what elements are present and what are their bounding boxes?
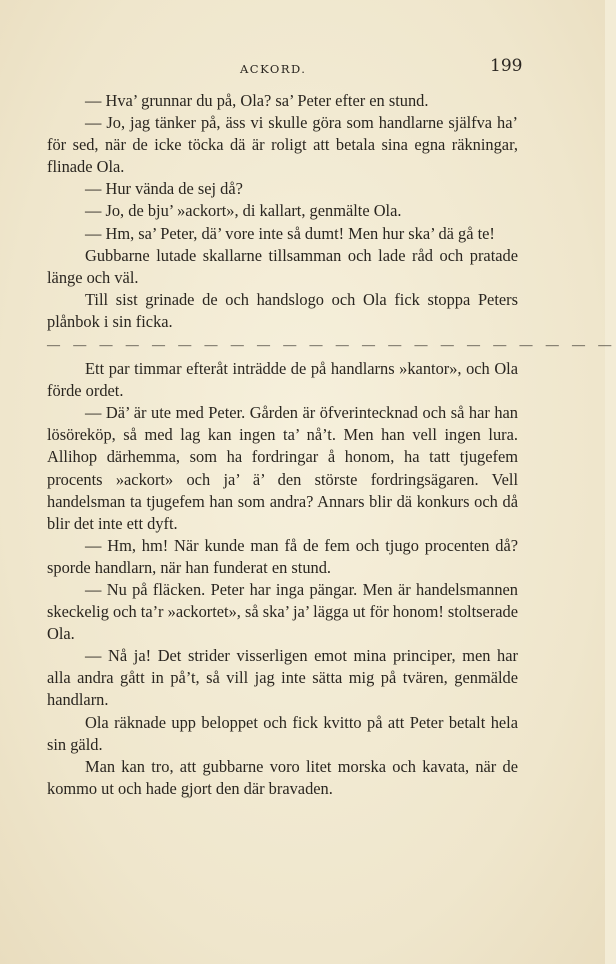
paragraph: — Hm, sa’ Peter, dä’ vore inte så dumt! Men hur ska’ dä gå te! (85, 223, 495, 243)
page-number: 199 (490, 56, 523, 76)
section-separator: — — — — — — — — — — — — — — — — — — — — — — (47, 337, 616, 353)
paragraph: Ett par timmar efteråt inträdde de på handlarns »kantor», och Ola förde ordet. (47, 359, 518, 401)
paragraph: — Nu på fläcken. Peter har inga pängar. Men är handelsmannen skeckelig och ta’r »ackortet», så ska’ ja’ lägga ut för honom! stoltserade Ola. (47, 579, 518, 644)
paragraph: — Hm, hm! När kunde man få de fem och tjugo procenten då? sporde handlarn, när han funderat en stund. (47, 535, 518, 577)
running-head: ACKORD. (240, 62, 307, 76)
paragraph: Man kan tro, att gubbarne voro litet morska och kavata, när de kommo ut och hade gjort den där bravaden. (47, 756, 518, 798)
paragraph: — Jo, de bju’ »ackort», di kallart, genmälte Ola. (85, 201, 402, 221)
paragraph: Ola räknade upp beloppet och fick kvitto på att Peter betalt hela sin gäld. (47, 712, 518, 754)
paragraph: Gubbarne lutade skallarne tillsamman och lade råd och pratade länge och väl. (47, 245, 518, 287)
paragraph: Till sist grinade de och handslogo och Ola fick stoppa Peters plånbok i sin ficka. (47, 289, 518, 331)
paragraph: — Hva’ grunnar du på, Ola? sa’ Peter efter en stund. (85, 91, 429, 110)
paragraph: — Jo, jag tänker på, äss vi skulle göra som handlarne själfva ha’ för sed, när de icke töcka dä är roligt att betala sina egna räkningar, flinade Ola. (47, 113, 518, 177)
paragraph: — Nå ja! Det strider visserligen emot mina principer, men har alla andra gått in på’t, så vill jag inte sätta mig på tvären, genmälde handlarn. (47, 646, 518, 710)
body-text (47, 90, 616, 800)
paragraph: — Dä’ är ute med Peter. Gården är öfverintecknad och så har han lösöreköp, så med lag kan ingen ta’ nå’t. Men han vell ingen lura. Allihop därhemma, som ha fordringar å honom, ha tatt tjugefem procents »ackort» och ja’ ä’ den störste fordringsägaren. Vell handelsman ta tjugefem han som andra? Annars blir dä konkurs och då blir det inte ett dyft. (47, 403, 518, 533)
paragraph: — Hur vända de sej då? (85, 179, 243, 199)
